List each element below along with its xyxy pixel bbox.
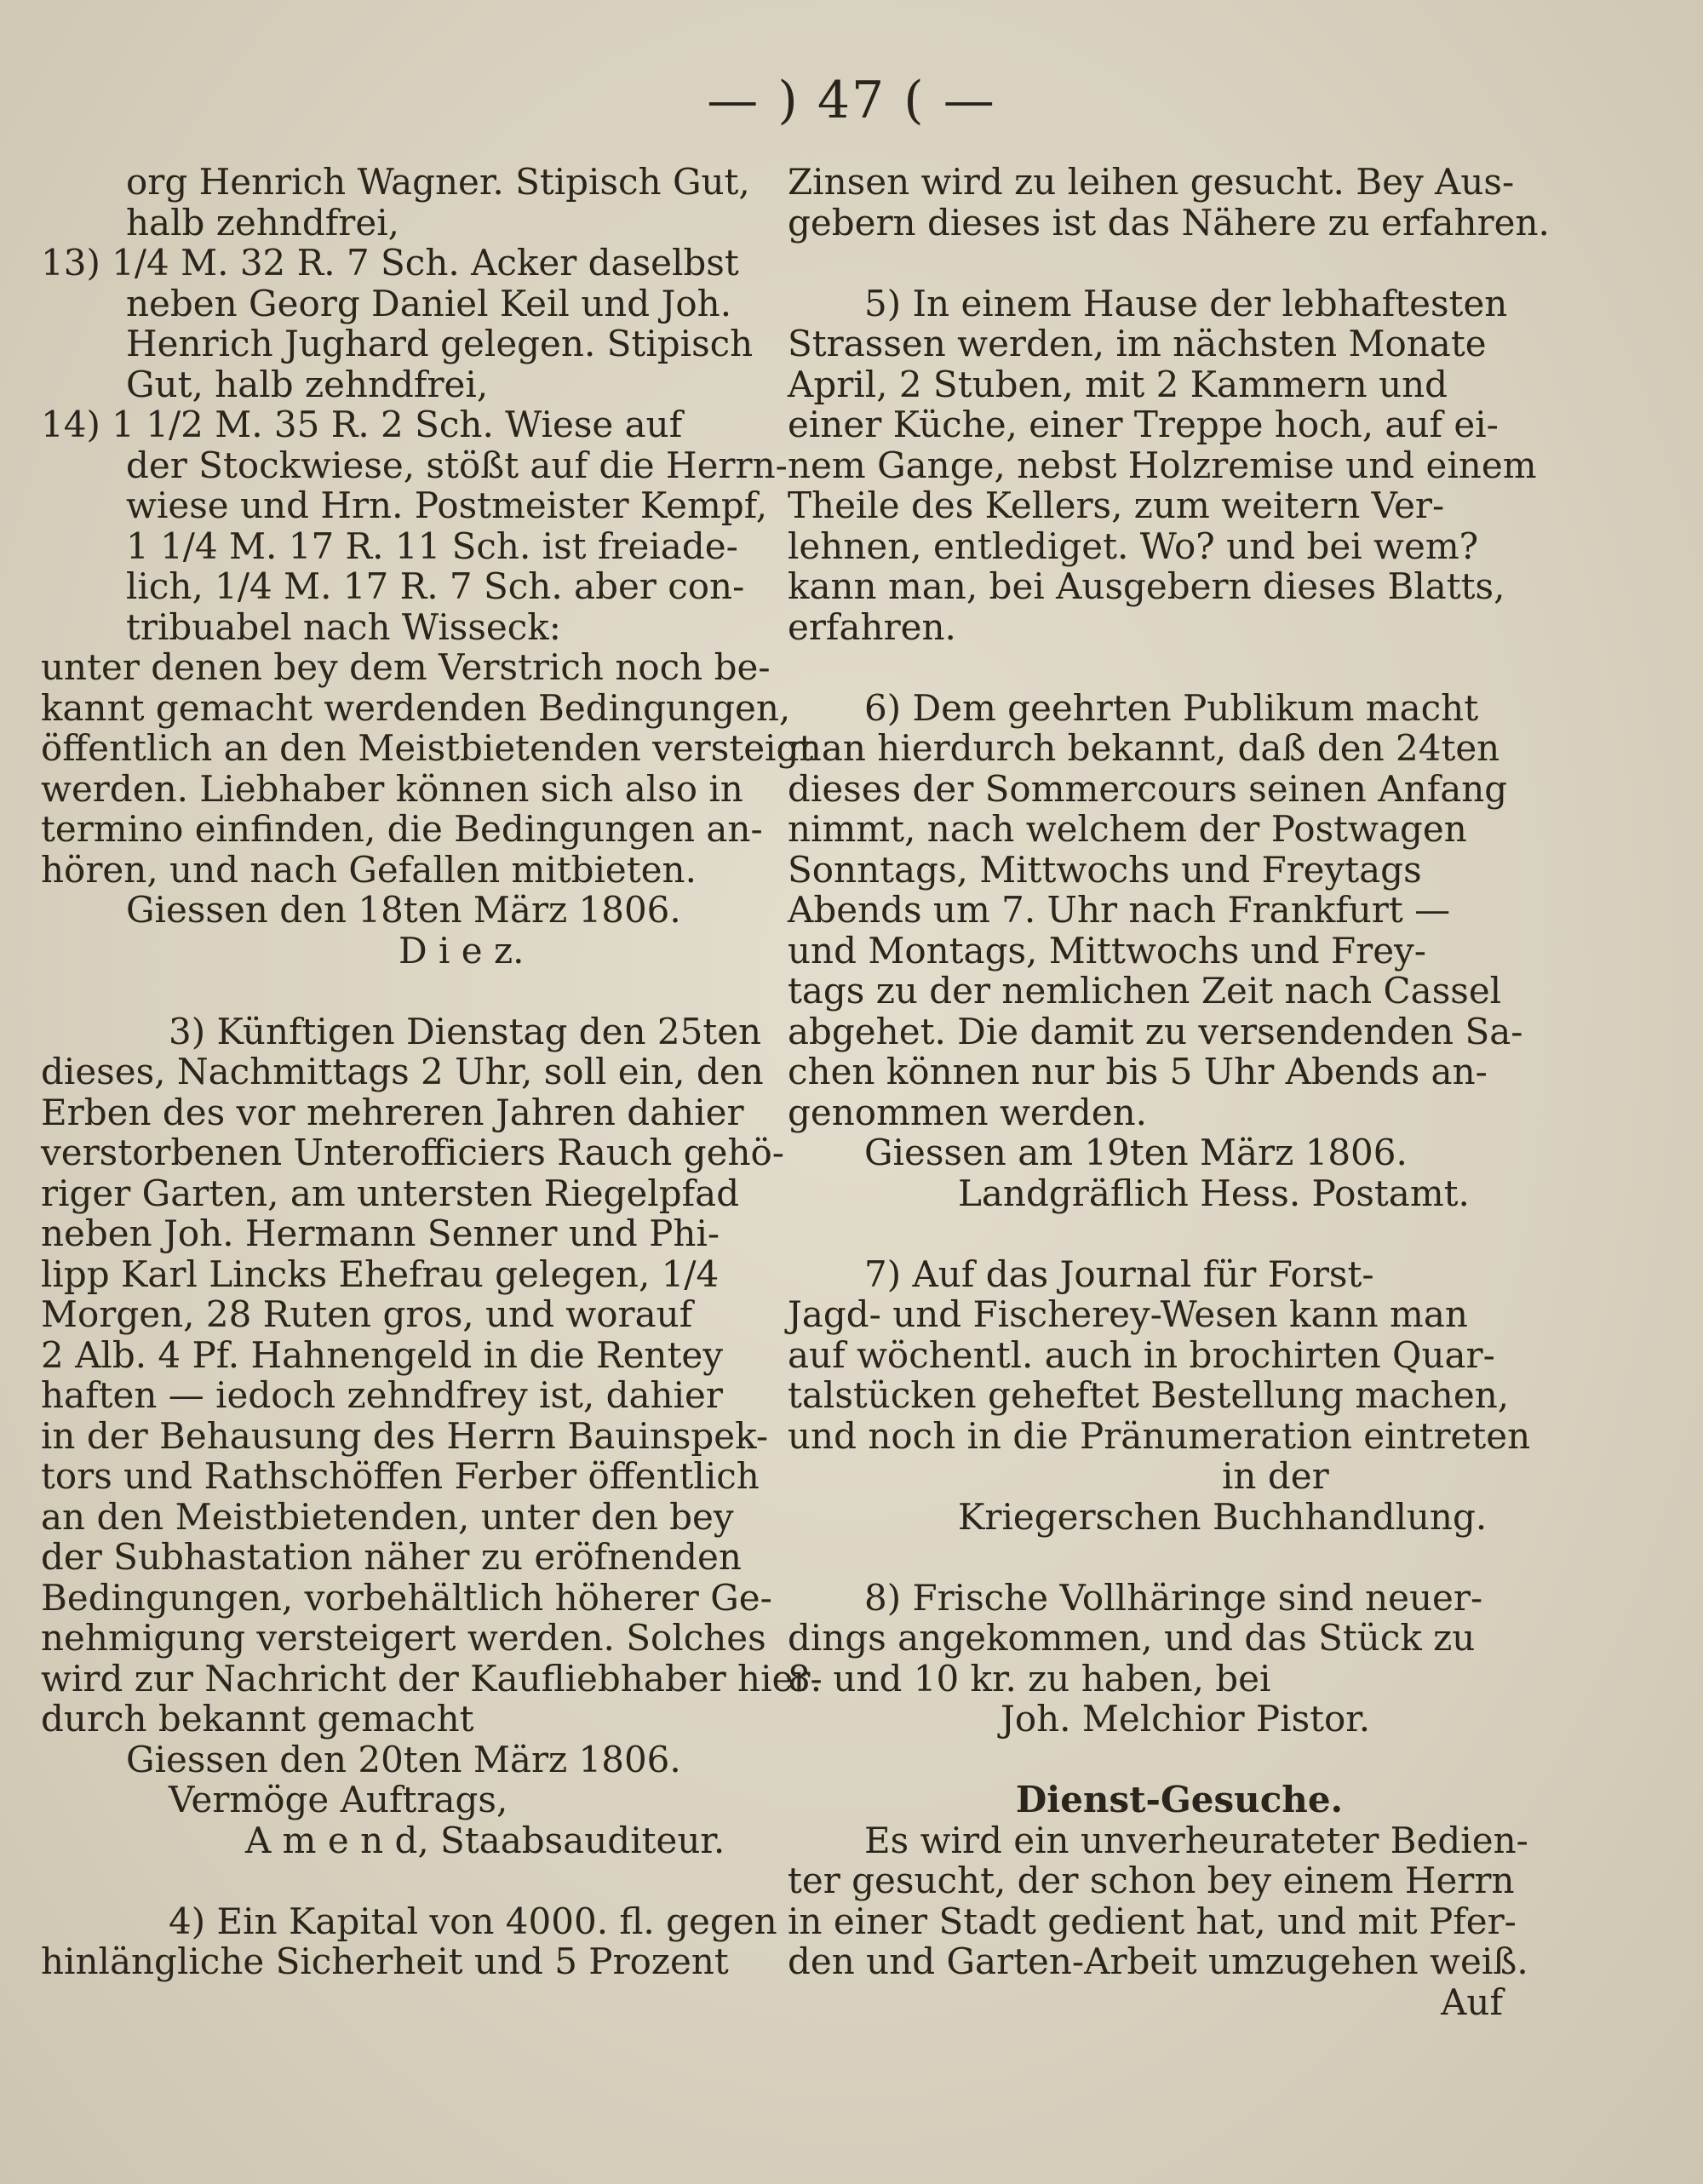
- text-line: wird zur Nachricht der Kaufliebhaber hier-: [41, 1657, 823, 1700]
- text-line: man hierdurch bekannt, daß den 24ten: [788, 727, 1500, 769]
- paragraph-gap: [788, 1213, 1503, 1254]
- text-line: 14) 1 1/2 M. 35 R. 2 Sch. Wiese auf: [41, 404, 683, 445]
- text-line: Sonntags, Mittwochs und Freytags: [788, 848, 1422, 891]
- text-line: Vermöge Auftrags,: [169, 1779, 508, 1820]
- text-line: neben Joh. Hermann Senner und Phi-: [41, 1212, 720, 1254]
- text-line: dings angekommen, und das Stück zu: [788, 1617, 1476, 1659]
- text-line: lipp Karl Lincks Ehefrau gelegen, 1/4: [41, 1253, 720, 1295]
- text-line: 8. und 10 kr. zu haben, bei: [788, 1657, 1271, 1700]
- text-line: in der: [1222, 1455, 1329, 1497]
- paragraph-gap: [788, 1740, 1503, 1780]
- text-line: D i e z.: [399, 929, 525, 972]
- text-line: hören, und nach Gefallen mitbieten.: [41, 848, 697, 891]
- text-line: Henrich Jughard gelegen. Stipisch: [126, 323, 754, 364]
- text-line: durch bekannt gemacht: [41, 1698, 474, 1740]
- text-line: Erben des vor mehreren Jahren dahier: [41, 1091, 744, 1133]
- text-line: Morgen, 28 Ruten gros, und worauf: [41, 1293, 693, 1335]
- text-line: Strassen werden, im nächsten Monate: [788, 323, 1487, 364]
- text-line: Es wird ein unverheurateter Bedien-: [864, 1819, 1528, 1861]
- text-line: der Stockwiese, stößt auf die Herrn-: [126, 444, 788, 486]
- text-line: A m e n d, Staabsauditeur.: [245, 1819, 725, 1861]
- text-line: Giessen den 18ten März 1806.: [126, 889, 681, 931]
- text-line: 13) 1/4 M. 32 R. 7 Sch. Acker daselbst: [41, 242, 739, 284]
- text-line: auf wöchentl. auch in brochirten Quar-: [788, 1333, 1495, 1376]
- text-line: öffentlich an den Meistbietenden versteigt: [41, 727, 814, 769]
- text-line: verstorbenen Unterofficiers Rauch gehö-: [41, 1132, 784, 1173]
- text-line: neben Georg Daniel Keil und Joh.: [126, 282, 732, 324]
- text-line: kannt gemacht werdenden Bedingungen,: [41, 686, 791, 729]
- text-line: Gut, halb zehndfrei,: [126, 363, 489, 405]
- text-line: werden. Liebhaber können sich also in: [41, 767, 743, 810]
- text-line: und Montags, Mittwochs und Frey-: [788, 929, 1426, 972]
- text-line: 1 1/4 M. 17 R. 11 Sch. ist freiade-: [126, 525, 738, 567]
- text-line: ter gesucht, der schon bey einem Herrn: [788, 1860, 1515, 1901]
- section-heading: Dienst-Gesuche.: [1015, 1779, 1344, 1820]
- left-column: [41, 161, 823, 1982]
- text-line: kann man, bei Ausgebern dieses Blatts,: [788, 565, 1505, 607]
- text-line: tribuabel nach Wisseck:: [126, 605, 561, 648]
- text-line: nehmigung versteigert werden. Solches: [41, 1617, 766, 1659]
- text-line: April, 2 Stuben, mit 2 Kammern und: [788, 363, 1448, 405]
- text-line: dieses, Nachmittags 2 Uhr, soll ein, den: [41, 1051, 764, 1092]
- text-line: hinlängliche Sicherheit und 5 Prozent: [41, 1940, 729, 1982]
- text-line: Jagd- und Fischerey-Wesen kann man: [788, 1293, 1468, 1335]
- text-line: Auf: [1441, 1981, 1503, 2023]
- text-line: Landgräflich Hess. Postamt.: [958, 1172, 1470, 1214]
- text-line: termino einfinden, die Bedingungen an-: [41, 808, 763, 850]
- text-line: wiese und Hrn. Postmeister Kempf,: [126, 484, 768, 526]
- text-line: tags zu der nemlichen Zeit nach Cassel: [788, 970, 1502, 1012]
- text-line: 5) In einem Hause der lebhaftesten: [864, 282, 1508, 324]
- text-line: Giessen den 20ten März 1806.: [126, 1738, 681, 1780]
- text-line: halb zehndfrei,: [126, 201, 399, 244]
- text-line: talstücken geheftet Bestellung machen,: [788, 1374, 1510, 1416]
- text-line: den und Garten-Arbeit umzugehen weiß.: [788, 1940, 1528, 1982]
- text-line: Theile des Kellers, zum weitern Ver-: [788, 484, 1445, 526]
- text-line: in der Behausung des Herrn Bauinspek-: [41, 1414, 769, 1457]
- text-line: 4) Ein Kapital von 4000. fl. gegen: [169, 1900, 777, 1942]
- right-column: [788, 161, 1550, 2023]
- text-line: Joh. Melchior Pistor.: [1001, 1698, 1371, 1740]
- text-line: riger Garten, am untersten Riegelpfad: [41, 1172, 740, 1214]
- text-line: genommen werden.: [788, 1091, 1148, 1133]
- text-line: org Henrich Wagner. Stipisch Gut,: [126, 161, 750, 203]
- text-line: lehnen, entlediget. Wo? und bei wem?: [788, 525, 1479, 567]
- text-line: 6) Dem geehrten Publikum macht: [864, 686, 1479, 729]
- text-line: Kriegerschen Buchhandlung.: [958, 1495, 1488, 1538]
- text-line: einer Küche, einer Treppe hoch, auf ei-: [788, 404, 1499, 445]
- page-number: — ) 47 ( —: [707, 71, 996, 130]
- text-line: und noch in die Pränumeration eintreten: [788, 1414, 1531, 1457]
- text-line: an den Meistbietenden, unter den bey: [41, 1495, 734, 1538]
- text-line: 2 Alb. 4 Pf. Hahnengeld in die Rentey: [41, 1333, 723, 1376]
- text-line: Zinsen wird zu leihen gesucht. Bey Aus-: [788, 161, 1515, 203]
- text-line: 3) Künftigen Dienstag den 25ten: [169, 1010, 762, 1052]
- paragraph-gap: [41, 971, 756, 1012]
- text-line: Bedingungen, vorbehältlich höherer Ge-: [41, 1576, 772, 1619]
- text-line: 8) Frische Vollhäringe sind neuer-: [864, 1576, 1483, 1619]
- text-line: der Subhastation näher zu eröfnenden: [41, 1536, 742, 1578]
- text-line: in einer Stadt gedient hat, und mit Pfer-: [788, 1900, 1517, 1942]
- text-line: Giessen am 19ten März 1806.: [864, 1132, 1408, 1173]
- text-line: Abends um 7. Uhr nach Frankfurt —: [788, 889, 1451, 931]
- text-line: erfahren.: [788, 605, 956, 648]
- text-line: haften — iedoch zehndfrey ist, dahier: [41, 1374, 723, 1416]
- paragraph-gap: [788, 243, 1503, 284]
- text-line: chen können nur bis 5 Uhr Abends an-: [788, 1051, 1488, 1092]
- text-line: unter denen bey dem Verstrich noch be-: [41, 646, 771, 688]
- text-line: 7) Auf das Journal für Forst-: [864, 1253, 1374, 1295]
- paragraph-gap: [788, 647, 1503, 688]
- text-line: gebern dieses ist das Nähere zu erfahren.: [788, 201, 1550, 244]
- paragraph-gap: [788, 1537, 1503, 1578]
- text-line: dieses der Sommercours seinen Anfang: [788, 767, 1508, 810]
- paragraph-gap: [41, 1860, 756, 1901]
- text-line: nimmt, nach welchem der Postwagen: [788, 808, 1467, 850]
- text-line: nem Gange, nebst Holzremise und einem: [788, 444, 1537, 486]
- text-line: tors und Rathschöffen Ferber öffentlich: [41, 1455, 760, 1497]
- text-line: abgehet. Die damit zu versendenden Sa-: [788, 1010, 1523, 1052]
- text-line: lich, 1/4 M. 17 R. 7 Sch. aber con-: [126, 565, 745, 607]
